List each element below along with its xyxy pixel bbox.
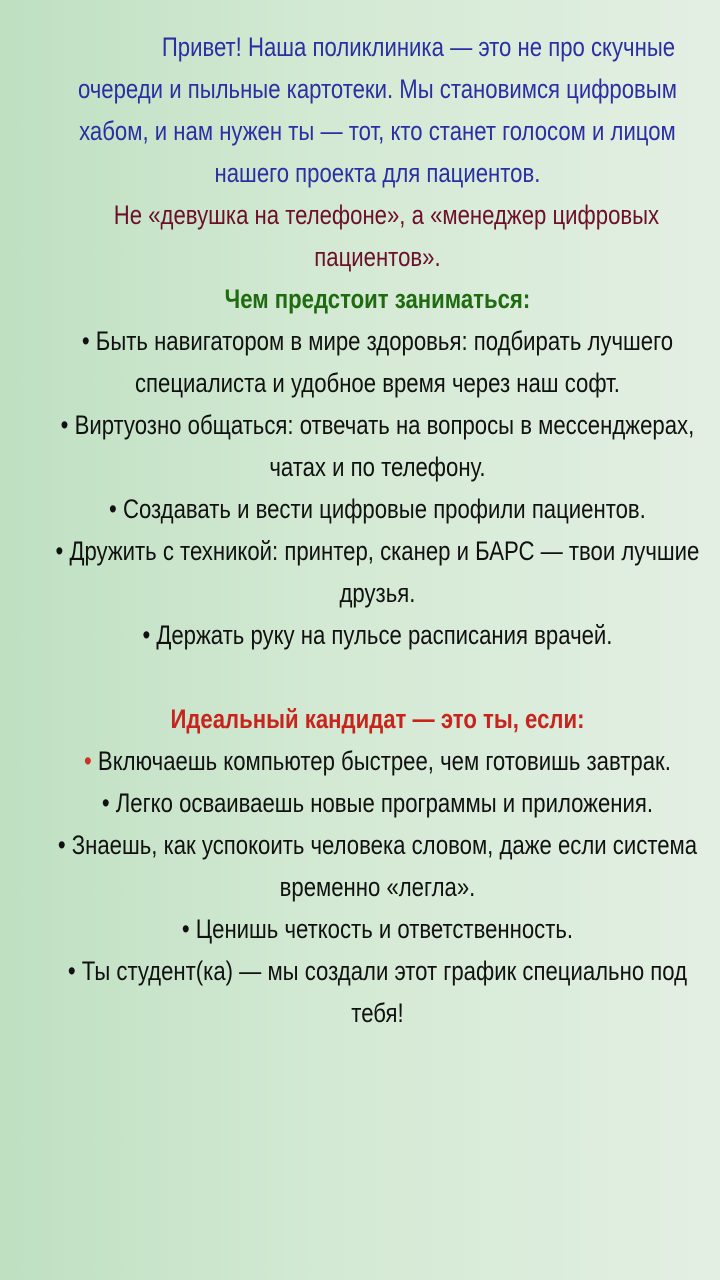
candidate-text: Ты студент(ка) — мы создали этот график специально под тебя! [81,956,688,1028]
bullet-icon: • [55,536,64,566]
duty-text: Создавать и вести цифровые профили пациентов. [122,494,646,524]
bullet-icon: • [142,620,151,650]
duty-text: Быть навигатором в мире здоровья: подбирать лучшего специалиста и удобное время через наш софт. [95,326,674,398]
candidate-heading: Идеальный кандидат — это ты, если: [170,704,585,734]
role-paragraph: Не «девушка на телефоне», а «менеджер цифровых пациентов». [113,200,660,272]
candidate-item [47,740,707,782]
duty-item [47,488,707,530]
bullet-icon: • [181,914,190,944]
duty-text: Держать руку на пульсе расписания врачей. [156,620,613,650]
candidate-text: Легко осваиваешь новые программы и приложения. [115,788,654,818]
candidate-text: Включаешь компьютер быстрее, чем готовишь завтрак. [97,746,671,776]
duty-text: Дружить с техникой: принтер, сканер и БАРС — твои лучшие друзья. [69,536,700,608]
candidate-item [47,950,707,1034]
bullet-icon: • [84,746,92,776]
candidate-text: Знаешь, как успокоить человека словом, даже если система временно «легла». [71,830,698,902]
candidate-item [47,782,707,824]
bullet-icon: • [60,410,69,440]
duty-item [47,404,707,488]
intro-paragraph: Привет! Наша поликлиника — это не про скучные очереди и пыльные картотеки. Мы становимся цифровым хабом, и нам нужен ты — тот, кто станет голосом и лицом нашего проекта для пациентов. [77,32,677,188]
candidate-item [47,824,707,908]
bullet-icon: • [67,956,76,986]
vacancy-text [47,26,707,1034]
candidate-text: Ценишь четкость и ответственность. [195,914,574,944]
duty-item [47,530,707,614]
duties-heading: Чем предстоит заниматься: [224,284,531,314]
bullet-icon: • [57,830,66,860]
bullet-icon: • [101,788,110,818]
duty-item [47,614,707,656]
duty-item [47,320,707,404]
candidate-item [47,908,707,950]
bullet-icon: • [81,326,90,356]
bullet-icon: • [109,494,117,524]
duty-text: Виртуозно общаться: отвечать на вопросы в мессенджерах, чатах и по телефону. [74,410,695,482]
section-spacer [47,656,707,698]
